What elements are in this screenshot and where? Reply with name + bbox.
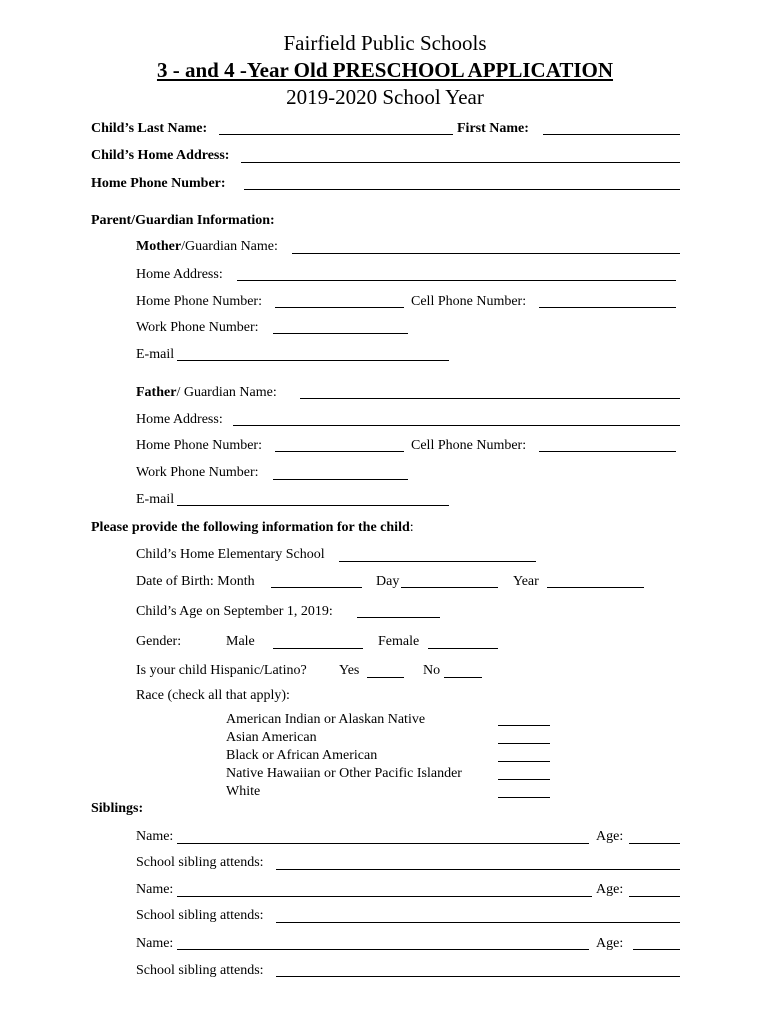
home-phone-label: Home Phone Number: [91,176,226,191]
dob-month-label: Date of Birth: Month [136,574,255,589]
sibling2-name-label: Name: [136,882,174,897]
last-name-label: Child’s Last Name: [91,121,208,136]
mother-name-field[interactable] [292,253,680,254]
mother-name-label [136,239,278,255]
home-phone-field[interactable] [244,189,680,190]
dob-day-label: Day [376,574,400,589]
hispanic-label: Is your child Hispanic/Latino? [136,663,307,678]
gender-label: Gender: [136,634,182,649]
dob-day-field[interactable] [401,587,498,588]
race-option-black: Black or African American [226,748,378,763]
hispanic-yes-label: Yes [339,663,360,678]
first-name-label: First Name: [457,121,529,136]
sibling1-age-label: Age: [596,829,624,844]
father-cell-phone-label: Cell Phone Number: [411,438,527,453]
male-field[interactable] [273,648,363,649]
father-address-field[interactable] [233,425,680,426]
race-check-white[interactable] [498,797,550,798]
mother-work-phone-label: Work Phone Number: [136,320,259,335]
male-label: Male [226,634,255,649]
father-cell-phone-field[interactable] [539,451,676,452]
sibling2-school-label: School sibling attends: [136,908,264,923]
child-address-label: Child’s Home Address: [91,148,230,163]
father-bold: Father [136,385,177,400]
siblings-section-label: Siblings: [91,801,144,816]
female-field[interactable] [428,648,498,649]
hispanic-no-label: No [423,663,441,678]
dob-year-label: Year [513,574,539,589]
sibling1-school-field[interactable] [276,869,680,870]
sibling3-school-field[interactable] [276,976,680,977]
father-home-phone-field[interactable] [275,451,404,452]
sibling3-name-field[interactable] [177,949,589,950]
mother-address-label: Home Address: [136,267,223,282]
mother-email-label: E-mail [136,347,175,362]
child-address-field[interactable] [241,162,680,163]
mother-work-phone-field[interactable] [273,333,408,334]
elementary-school-field[interactable] [339,561,536,562]
race-check-asian[interactable] [498,743,550,744]
sibling3-school-label: School sibling attends: [136,963,264,978]
mother-email-field[interactable] [177,360,449,361]
father-name-label [136,385,277,401]
age-field[interactable] [357,617,440,618]
race-option-white: White [226,784,261,799]
father-work-phone-label: Work Phone Number: [136,465,259,480]
sibling1-age-field[interactable] [629,843,680,844]
hispanic-no-field[interactable] [444,677,482,678]
elementary-school-label: Child’s Home Elementary School [136,547,325,562]
race-option-american-indian: American Indian or Alaskan Native [226,712,426,727]
race-option-hawaiian: Native Hawaiian or Other Pacific Islander [226,766,462,781]
father-work-phone-field[interactable] [273,479,408,480]
sibling2-school-field[interactable] [276,922,680,923]
father-address-label: Home Address: [136,412,223,427]
dob-year-field[interactable] [547,587,644,588]
age-label: Child’s Age on September 1, 2019: [136,604,333,619]
father-email-label: E-mail [136,492,175,507]
race-check-hawaiian[interactable] [498,779,550,780]
parent-section-label: Parent/Guardian Information: [91,213,275,228]
child-info-colon: : [409,520,414,535]
last-name-field[interactable] [219,134,453,135]
sibling3-age-label: Age: [596,936,624,951]
page-title-text: 3 - and 4 -Year Old PRESCHOOL APPLICATION [156,58,614,82]
sibling3-name-label: Name: [136,936,174,951]
school-name: Fairfield Public Schools [283,31,487,55]
sibling1-name-field[interactable] [177,843,589,844]
sibling2-name-field[interactable] [177,896,592,897]
female-label: Female [378,634,420,649]
sibling1-name-label: Name: [136,829,174,844]
child-info-section-label [91,520,414,536]
school-year: 2019-2020 School Year [286,85,484,109]
child-info-heading: Please provide the following information for the child [91,520,410,535]
sibling2-age-field[interactable] [629,896,680,897]
dob-month-field[interactable] [271,587,362,588]
mother-cell-phone-field[interactable] [539,307,676,308]
first-name-field[interactable] [543,134,680,135]
mother-bold: Mother [136,239,182,254]
father-home-phone-label: Home Phone Number: [136,438,262,453]
mother-rest: /Guardian Name: [181,239,278,254]
father-rest: / Guardian Name: [176,385,277,400]
mother-cell-phone-label: Cell Phone Number: [411,294,527,309]
sibling1-school-label: School sibling attends: [136,855,264,870]
sibling3-age-field[interactable] [633,949,680,950]
father-name-field[interactable] [300,398,680,399]
race-check-black[interactable] [498,761,550,762]
race-check-american-indian[interactable] [498,725,550,726]
hispanic-yes-field[interactable] [367,677,404,678]
page-title [0,58,770,83]
mother-home-phone-field[interactable] [275,307,404,308]
father-email-field[interactable] [177,505,449,506]
sibling2-age-label: Age: [596,882,624,897]
race-label: Race (check all that apply): [136,688,290,703]
mother-home-phone-label: Home Phone Number: [136,294,262,309]
mother-address-field[interactable] [237,280,676,281]
race-option-asian: Asian American [226,730,317,745]
